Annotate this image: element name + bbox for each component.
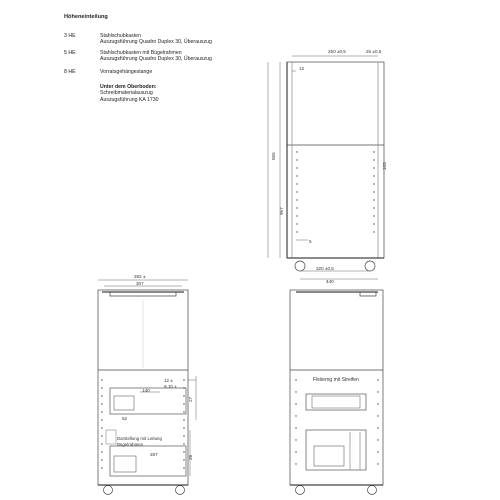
caster-wheel	[365, 261, 375, 271]
dim-label: 555	[271, 152, 276, 160]
dim-label: 957	[279, 207, 284, 215]
dim-label: 5	[309, 239, 312, 244]
side-elevation-top	[268, 56, 384, 279]
dim-label: 307	[136, 281, 144, 286]
legend-line: Auszugsführung Quadro Duplex 30, Überauszug	[100, 39, 212, 46]
dim-label: 103	[382, 162, 387, 170]
dim-label: 440	[326, 279, 334, 284]
legend-code: 3 HE	[64, 32, 76, 39]
drawer	[306, 430, 366, 470]
dim-label: 140	[142, 388, 150, 393]
caster-wheel	[295, 261, 305, 271]
flat-rail-note: Fleiierng mit Streifen	[313, 377, 359, 383]
dim-label: 282 ±	[134, 274, 146, 279]
caster-wheel	[368, 486, 377, 495]
flat-rail-frame	[306, 394, 366, 410]
dim-label: 26	[188, 454, 193, 460]
dim-label: 320 ±0,5	[316, 266, 334, 271]
drawer-slide	[114, 456, 136, 472]
inset-note: Darstellung mit Leitung	[117, 436, 162, 441]
caster-wheel	[296, 486, 305, 495]
dim-label: 12 ±	[164, 378, 173, 383]
inset-detail	[106, 430, 116, 444]
caster-wheel	[176, 486, 185, 495]
block2-line: Schreibmaterialauszug	[100, 90, 153, 97]
shelf-hole-row	[296, 151, 374, 232]
legend-line: Auszugsführung Quadro Duplex 30, Überauszug	[100, 56, 212, 63]
legend-line: Stahlschubkasten mit Bügelrahmen	[100, 49, 182, 56]
dim-label: 287	[150, 452, 158, 457]
block2-title: Unter dem Oberboden:	[100, 83, 157, 90]
dim-label: 52	[122, 416, 128, 421]
legend-line: Vorratsgehängestange	[100, 68, 153, 75]
drawer-slide	[114, 396, 134, 410]
legend-code: 5 HE	[64, 49, 76, 56]
inset-note: Bügelrahmen	[117, 442, 144, 447]
block2-line: Auszugsführung KA 1730	[100, 96, 159, 103]
dim-label: 27	[188, 396, 193, 402]
drawer	[110, 446, 186, 476]
legend-code: 8 HE	[64, 68, 76, 75]
dim-label: 9,10 ±	[164, 384, 177, 389]
legend-heading: Höheneinteilung	[64, 14, 108, 20]
dim-label: 12	[299, 66, 305, 71]
caster-wheel	[104, 486, 113, 495]
legend-line: Stahlschubkasten	[100, 32, 141, 39]
side-view-bottom	[290, 290, 383, 495]
dim-label: 250 ±0,5	[328, 49, 346, 54]
dim-label: 26 ±0,5	[366, 49, 382, 54]
